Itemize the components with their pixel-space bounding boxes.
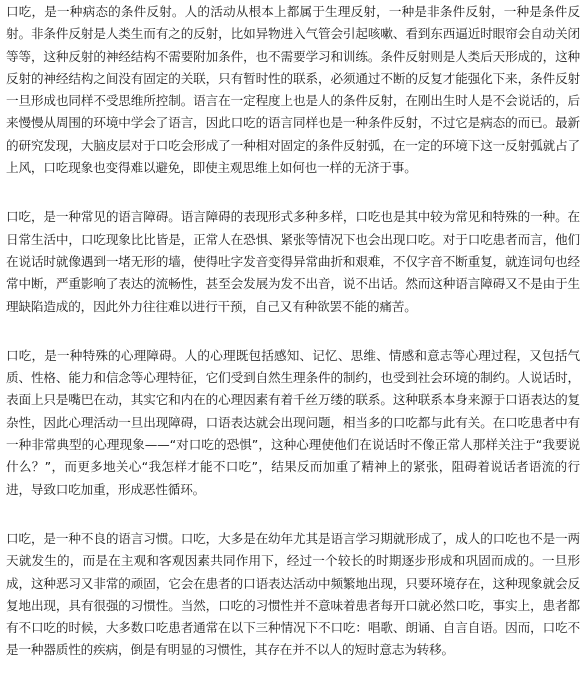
- paragraph-conditioned-reflex: 口吃，是一种病态的条件反射。人的活动从根本上都属于生理反射，一种是非条件反射，一种是条件反射。非条件反射是人类生而有之的反射，比如异物进入气管会引起咳嗽、看到东西逼近时眼帘会自动关闭等等，这种反射的神经结构不需要附加条件，也不需要学习和训练。条件反射则是人类后天形成的，这种反射的神经结构之间没有固定的关联，只有暂时性的联系，必须通过不断的反复才能强化下来，条件反射一旦形成也同样不受思维所控制。语言在一定程度上也是人的条件反射，在刚出生时人是不会说话的，后来慢慢从周围的环境中学会了语言，因此口吃的语言同样也是一种条件反射，不过它是病态的而已。最新的研究发现，大脑皮层对于口吃会形成了一种相对固定的条件反射弧，在一定的环境下这一反射弧就占了上风，口吃现象也变得难以避免，即使主观思维上如何也一样的无济于事。: [6, 4, 580, 176]
- paragraph-language-disorder: 口吃，是一种常见的语言障碍。语言障碍的表现形式多种多样，口吃也是其中较为常见和特殊的一种。在日常生活中，口吃现象比比皆是，正常人在恐惧、紧张等情况下也会出现口吃。对于口吃患者而言，他们在说话时就像遇到一堵无形的墙，使得吐字发音变得异常曲折和艰难，不仅字音不断重复，就连词句也经常中断，严重影响了表达的流畅性，甚至会发展为发不出音，说不出话。然而这种语言障碍又不是由于生理缺陷造成的，因此外力往往难以进行干预，自己又有种欲罢不能的痛苦。: [6, 209, 580, 314]
- paragraph-bad-habit: 口吃，是一种不良的语言习惯。口吃，大多是在幼年尤其是语言学习期就形成了，成人的口吃也不是一两天就发生的，而是在主观和客观因素共同作用下，经过一个较长的时期逐步形成和巩固而成的。一旦形成，这种恶习又非常的顽固，它会在患者的口语表达活动中频繁地出现，只要环境存在，这种现象就会反复地出现，具有很强的习惯性。当然，口吃的习惯性并不意味着患者每开口就必然口吃，事实上，患者都有不口吃的时候，大多数口吃患者通常在以下三种情况下不口吃：唱歌、朗诵、自言自语。因而，口吃不是一种器质性的疾病，倒是有明显的习惯性，其存在并不以人的短时意志为转移。: [6, 530, 580, 658]
- paragraph-psychological-disorder: 口吃，是一种特殊的心理障碍。人的心理既包括感知、记忆、思维、情感和意志等心理过程，又包括气质、性格、能力和信念等心理特征，它们受到自然生理条件的制约，也受到社会环境的制约。人说话时，表面上只是嘴巴在动，其实它和内在的心理因素有着千丝万缕的联系。这种联系本身来源于口语表达的复杂性，因此心理活动一旦出现障碍，口语表达就会出现问题，相当多的口吃都与此有关。在口吃患者中有一种非常典型的心理现象——“对口吃的恐惧”，这种心理使他们在说话时不像正常人那样关注于“我要说什么？”，而更多地关心“我怎样才能不口吃”，结果反而加重了精神上的紧张，阻碍着说话者语流的行进，导致口吃加重，形成恶性循环。: [6, 347, 580, 497]
